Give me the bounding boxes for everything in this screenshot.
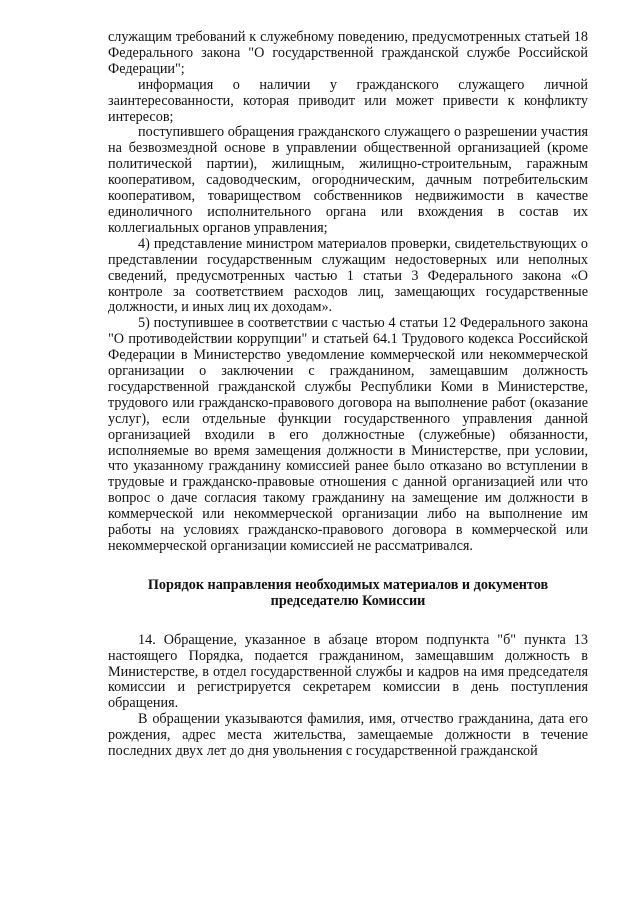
section-heading [108,578,588,610]
paragraph-item-4: 4) представление министром материалов проверки, свидетельствующих о представлении государственным служащим недостоверных или неполных сведений, предусмотренных частью 1 статьи 3 Федерального закона «О контроле за соответствием расходов лиц, замещающих государственные должности, и иных лиц их доходам». [108,235,588,316]
paragraph-appeal-contents: В обращении указываются фамилия, имя, отчество гражданина, дата его рождения, адрес места жительства, замещаемые должности в течение последних двух лет до дня увольнения с государственной гражданской [108,711,588,760]
section-heading-line-2: председателю Комиссии [270,592,426,609]
paragraph-requirements-conduct: служащим требований к служебному поведению, предусмотренных статьей 18 Федерального закона "О государственной гражданской службе Российской Федерации"; [108,29,588,77]
paragraph-conflict-interest: информация о наличии у гражданского служащего личной заинтересованности, которая приводит или может привести к конфликту интересов; [108,76,588,125]
paragraph-item-5: 5) поступившее в соответствии с частью 4 статьи 12 Федерального закона "О противодействии коррупции" и статьей 64.1 Трудового кодекса Российской Федерации в Министерство уведомление коммерческой или некоммерческой организации о заключении с гражданином, замещавшим должность государственной гражданской службы Республики Коми в Министерстве, трудового или гражданско-правового договора на выполнение работ (оказание услуг), если отдельные функции государственного управления данной организацией входили в его должностные (служебные) обязанности, исполняемые во время замещения должности в Министерстве, при условии, что указанному гражданину комиссией ранее было отказано во вступлении в трудовые и гражданско-правовые отношения с данной организацией или что вопрос о даче согласия такому гражданину на замещение им должности в коммерческой или некоммерческой организации либо на выполнение им работы на условиях гражданско-правового договора в коммерческой или некоммерческой организации комиссией не рассматривался. [108,315,588,554]
paragraph-14: 14. Обращение, указанное в абзаце втором подпункта "б" пункта 13 настоящего Порядка, подается гражданином, замещавшим должность в Министерстве, в отдел государственной службы и кадров на имя председателя комиссии и регистрируется секретарем комиссии в день поступления обращения. [108,631,588,712]
section-heading-line-1: Порядок направления необходимых материалов и документов [147,576,549,593]
paragraph-participation-request: поступившего обращения гражданского служащего о разрешении участия на безвозмездной основе в управлении общественной организацией (кроме политической партии), жилищным, жилищно-строительным, гаражным кооперативом, садоводческим, огородническим, дачным потребительским кооперативом, товариществом собственников недвижимости в качестве единоличного исполнительного органа или вхождения в состав их коллегиальных органов управления; [108,124,588,236]
document-body [108,30,588,760]
